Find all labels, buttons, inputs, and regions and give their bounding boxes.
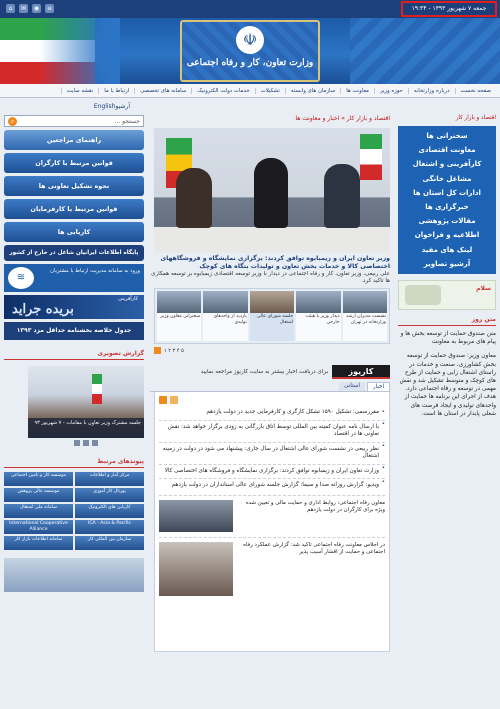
press-banner-title: بریده جراید [12,302,74,317]
right-menu-item[interactable]: مقالات پژوهشی [418,217,476,226]
date-display: جمعه ۷ شهریور ۱۳۹۳ - ۱۹:۳۴ [401,1,497,17]
related-link[interactable]: پورتال کار آموزی [75,488,144,502]
right-column [398,115,496,418]
top-icons [6,4,54,13]
right-menu-item[interactable]: لینک های مفید [421,245,473,254]
right-menu-item[interactable]: معاونت اقتصادی [418,146,476,155]
sitemap-icon[interactable]: ≡ [46,5,53,12]
related-link[interactable]: مرکز آمار و اطلاعات [75,472,144,486]
nav-item[interactable]: سامانه های تخصصی [134,88,191,94]
thumbnail-item[interactable]: دیدار وزیر با هیئت خارجی [296,291,340,341]
wifi-icon: ≋ [8,267,34,289]
guide-header[interactable]: راهنمای مراجعین [4,130,144,150]
left-column [4,115,144,592]
bottom-thumbnail[interactable] [4,558,144,592]
crm-banner[interactable] [4,264,144,292]
prev-icon[interactable] [74,440,80,446]
headline-lead: علی ربیعی، وزیر تعاون، کار و رفاه اجتماعی در دیدار با وزیر توسعه اقتصادی زیمبابوه بر توسعه همکاری ها تاکید کرد. [151,271,390,284]
related-link[interactable]: موسسه عالی پژوهش [4,488,73,502]
right-menu-item[interactable]: سخنرانی ها [426,132,468,140]
expat-portal-link[interactable]: پایگاه اطلاعات ایرانیان شاغل در خارج از کشور [4,245,144,261]
news-ticker [154,365,390,379]
thumbnail-item[interactable]: بازدید از واحدهای تولیدی [203,291,247,341]
nav-item[interactable]: حوزه وزیر [374,88,408,94]
sub-strip [0,100,500,112]
tab-news[interactable]: اخبار [367,382,390,391]
paragraph: متن صندوق حمایت از توسعه بخش ها و پیام های مربوط به معاونت [400,331,496,346]
rss-icon[interactable]: ◉ [33,5,40,12]
nav-item[interactable]: تشکیلات [255,88,285,94]
tab-provincial[interactable]: استانی [339,382,365,391]
news-item[interactable]: • ویدیو: گزارش روزانه صدا و سیما: گزارش جلسه شورای عالی استانداران در دولت یازدهم [159,478,385,490]
related-link[interactable]: سازمان بین المللی کار [75,536,144,550]
text-of-day-title: متن روز [398,316,496,326]
nav-item[interactable]: خدمات دولت الکترونیک [191,88,254,94]
archive-link[interactable]: آرشیو [115,102,130,110]
wage-table-link[interactable]: جدول خلاصه بخشنامه حداقل مزد ۱۳۹۳ [4,322,144,340]
nav-item[interactable]: ارتباط با ما [98,88,134,94]
related-link[interactable]: موسسه کار و تامین اجتماعی [4,472,73,486]
news-item[interactable]: • نظر ربیعی در نشست شورای عالی اشتغال در سال جاری: پیشنهاد می شود در دولت در زمینه اشتغال [159,442,385,461]
guide-button[interactable]: کاریابی ها [4,222,144,242]
thumbnail-item[interactable]: نشست مدیران ارشد وزارتخانه در تهران [343,291,387,341]
related-link[interactable]: کاریابی های الکترونیک [75,504,144,518]
emblem-icon[interactable]: ☫ [236,26,264,54]
nav-item[interactable]: صفحه نخست [455,88,496,94]
handshake-icon [405,285,441,305]
related-link[interactable]: سامانه اطلاعات بازار کار [4,536,73,550]
news-item[interactable]: • مقررسمی: تشکیل ۱۵۹۰ تشکل کارگری و کارفرمایی جدید در دولت یازدهم [159,409,385,417]
thumbnail-item-selected[interactable]: جلسه شورای عالی اشتغال [250,291,294,341]
related-links-grid [4,472,144,550]
nav-item[interactable]: درباره وزارتخانه [408,88,455,94]
press-clippings-banner[interactable] [4,295,144,319]
pause-icon[interactable] [83,440,89,446]
photo-report-image[interactable] [28,366,144,438]
headline-thumbnails [154,288,390,344]
related-link[interactable]: ICA - Asia & Pacific [75,520,144,534]
mail-icon[interactable]: ✉ [20,5,27,12]
breadcrumb[interactable]: اقتصاد و بازار کار » اخبار و معاونت ها [295,115,390,122]
right-menu-item[interactable]: خبرگزاری ها [425,203,469,212]
header-banner [0,18,500,84]
top-bar [0,0,500,18]
nav-item[interactable]: معاونت ها [340,88,374,94]
news-photo [159,542,233,596]
guide-button[interactable]: نحوه تشکیل تعاونی ها [4,176,144,196]
photo-report-nav [28,440,144,448]
news-pic-item[interactable]: معاون رفاه اجتماعی: روابط اداری و حمایت مالی و تعیین شده ویژه برای کارگران در دولت یازدهم [159,495,385,532]
related-link[interactable]: International Cooperative Alliance [4,520,73,534]
right-menu [398,126,496,274]
news-pic-item[interactable]: در اجلاس معاونت رفاه اجتماعی تاکید شد: گزارش عملکرد رفاه اجتماعی و حمایت از اقشار آسیب پذیر [159,537,385,596]
right-menu-item[interactable]: ادارات کل استان ها [413,188,481,197]
news-item[interactable]: • وزارت تعاون ایران و زیمبابوه توافق کردند: برگزاری نمایشگاه و فروشگاه های اختصاصی کالا [159,464,385,476]
karnews-logo[interactable]: کاریوز [332,365,390,379]
guide-button[interactable]: قوانین مرتبط با کارفرمایان [4,199,144,219]
right-menu-item[interactable]: اطلاعیه و فراخوان [414,231,480,240]
right-menu-item[interactable]: آرشیو تصاویر [423,259,471,268]
english-link[interactable]: English [93,102,116,110]
thumbnail-item[interactable]: سخنرانی معاون وزیر [157,291,201,341]
rss-icon[interactable] [159,396,167,404]
headline-title[interactable]: وزیر تعاون ایران و زیمبابوه توافق کردند: برگزاری نمایشگاه و فروشگاههای اختصاصی کالا و خدمات بخش تعاون و تولیدات بنگاه های کوچک [160,255,390,270]
pager-numbers[interactable]: ۱ ۲ ۳ ۴ ۵ [164,347,184,354]
thumbnail-pager [154,346,390,355]
news-tabs [150,382,390,392]
middle-column [150,115,390,652]
next-icon[interactable] [92,440,98,446]
nav-item[interactable]: نقشه سایت [61,88,99,94]
news-photo [159,500,233,532]
banner-pattern [350,18,500,84]
press-banner-small: کارآفرینی [118,296,138,302]
main-nav [0,84,500,98]
related-links-title: پیوندهای مرتبط [4,458,144,468]
crm-text: ورود به سامانه مدیریت ارتباط با مشتریان [50,268,140,274]
search-icon[interactable]: ⌕ [8,117,17,126]
guide-button[interactable]: قوانین مرتبط با کارگران [4,153,144,173]
news-item[interactable]: • با ارسال نامه عنوان کمیته بین المللی توسط اتاق بازرگانی به زودی برگزار خواهد شد: نقش تعاونی ها در اقتصاد [159,420,385,439]
photo-report-title: گزارش تصویری [4,350,144,360]
right-menu-item[interactable]: کارآفرینی و اشتغال [412,160,482,169]
rss-icon[interactable] [154,347,161,354]
ministry-name: وزارت تعاون، کار و رفاه اجتماعی [186,58,314,68]
right-menu-item[interactable]: مشاغل خانگی [422,174,472,183]
home-icon[interactable]: ⌂ [6,4,15,13]
nav-item[interactable]: سازمان های وابسته [285,88,340,94]
text-of-day [398,330,496,418]
right-title: اقتصاد و بازار کار [455,115,496,121]
paragraph: معاون وزیر: صندوق حمایت از توسعه بخش کشاورزی، صنعت و خدمات در راستای اشتغال زایی و حمایت از طرح های کوچک و متوسط تشکیل شد و نقش مهمی در توسعه و رفاه اجتماعی دارد. هدف از اجرای این برنامه ها حمایت از واحدهای تولیدی و ایجاد فرصت های شغلی پایدار در استان ها است. [399,353,496,417]
search-box[interactable] [4,115,144,127]
headline-photo[interactable] [154,128,390,253]
greeting-text: سلام [476,285,491,293]
feed-icon[interactable] [170,396,178,404]
search-input[interactable]: جستجو ... [114,117,140,125]
ticker-text[interactable]: برای دریافت اخبار بیشتر به سایت کاریوز مراجعه نمایید [200,369,328,375]
greeting-banner[interactable] [398,280,496,310]
news-list [154,392,390,652]
photo-report-caption: جلسه مشترک وزیر تعاون با مقامات - ۷ شهریور ۹۳ [28,418,144,438]
related-link[interactable]: سامانه ملی اشتغال [4,504,73,518]
